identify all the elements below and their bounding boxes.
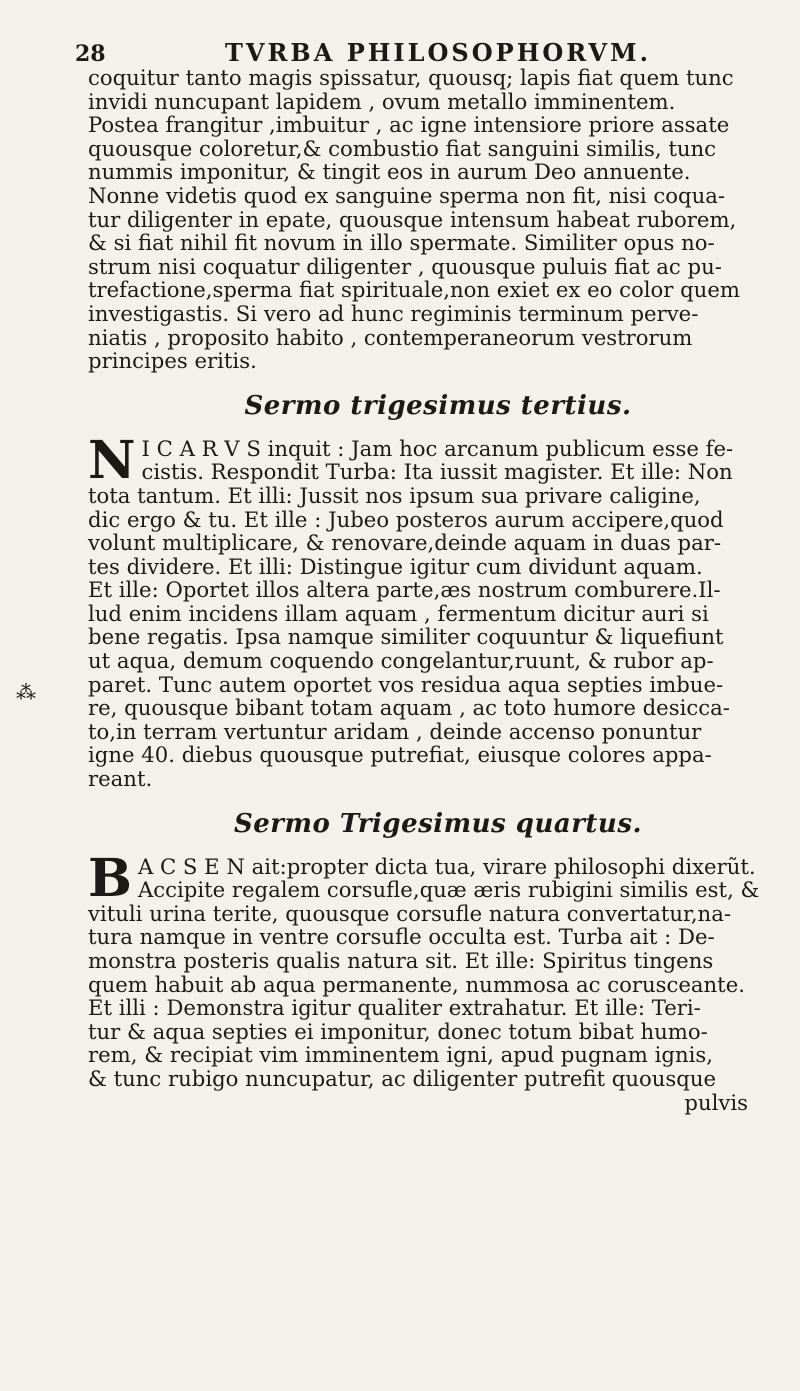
text-line: tota tantum. Et illi: Jussit nos ipsum sua privare caligine, [88,482,701,508]
drop-cap: B [88,847,132,909]
page-header [75,38,740,68]
text-line: strum nisi coquatur diligenter , quousque puluis fiat ac pu- [88,253,722,279]
running-head: TVRBA PHILOSOPHORVM. [225,38,651,67]
continuation-paragraph [88,66,788,373]
text-line: quousque coloretur,& combustio fiat sanguini similis, tunc [88,135,717,161]
text-line: trefactione,sperma fiat spirituale,non exiet ex eo color quem [88,277,740,303]
text-line: I C A R V S inquit : Jam hoc arcanum publicum esse fe- [141,435,734,461]
text-line: A C S E N ait:propter dicta tua, virare philosophi dixerũt. [137,853,756,879]
text-line: Accipite regalem corsufle,quæ æris rubigini similis est, & [137,877,760,903]
text-line: Et ille: Oportet illos altera parte,æs nostrum comburere.Il- [88,577,721,603]
text-line: paret. Tunc autem oportet vos residua aqua septies imbue- [88,671,724,697]
catchword: pulvis [684,1089,748,1115]
text-line: tur & aqua septies ei imponitur, donec totum bibat humo- [88,1018,708,1044]
margin-mark: ⁂ [16,680,36,704]
text-line: volunt multiplicare, & renovare,deinde aquam in duas par- [88,530,722,556]
text-line: niatis , proposito habito , contemperaneorum vestrorum [88,324,693,350]
text-line: bene regatis. Ipsa namque similiter coquuntur & liquefiunt [88,624,724,650]
section-heading: Sermo Trigesimus quartus. [233,808,643,839]
text-line: vituli urina terite, quousque corsufle natura convertatur,na- [88,900,731,926]
text-line: Nonne videtis quod ex sanguine sperma non fit, nisi coqua- [88,182,726,208]
text-line: Et illi : Demonstra igitur qualiter extrahatur. Et ille: Teri- [88,995,701,1021]
text-line: reant. [88,766,153,792]
text-line: investigastis. Si vero ad hunc regiminis terminum perve- [88,300,699,326]
text-line: dic ergo & tu. Et ille : Jubeo posteros aurum accipere,quod [88,506,724,532]
section-paragraph [88,429,788,792]
page-number: 28 [75,41,106,67]
text-line: cistis. Respondit Turba: Ita iussit magister. Et ille: Non [141,459,733,485]
text-line: lud enim incidens illam aquam , fermentum dicitur auri si [88,600,709,626]
text-line: tura namque in ventre corsufle occulta est. Turba ait : De- [88,924,715,950]
text-line: monstra posteris qualis natura sit. Et ille: Spiritus tingens [88,948,714,973]
text-line: quem habuit ab aqua permanente, nummosa ac corusceante. [88,971,745,997]
body-text [88,66,788,1114]
text-line: coquitur tanto magis spissatur, quousq; lapis fiat quem tunc [88,65,734,90]
text-line: rem, & recipiat vim imminentem igni, apud pugnam ignis, [88,1042,713,1068]
text-line: nummis imponitur, & tingit eos in aurum Deo annuente. [88,159,691,185]
text-line: & si fiat nihil fit novum in illo spermate. Similiter opus no- [88,230,715,256]
section-paragraph [88,847,788,1115]
text-line: igne 40. diebus quousque putrefiat, eiusque colores appa- [88,742,712,768]
text-line: to,in terram vertuntur aridam , deinde accenso ponuntur [88,718,702,744]
text-line: principes eritis. [88,348,257,374]
section-heading: Sermo trigesimus tertius. [244,390,632,421]
text-line: tur diligenter in epate, quousque intensum habeat ruborem, [88,206,737,232]
text-line: tes dividere. Et illi: Distingue igitur cum dividunt aquam. [88,553,703,579]
text-line: & tunc rubigo nuncupatur, ac diligenter putrefit quousque [88,1065,717,1091]
text-line: ut aqua, demum coquendo congelantur,ruunt, & rubor ap- [88,648,714,674]
drop-cap: N [88,429,136,491]
text-line: invidi nuncupant lapidem , ovum metallo imminentem. [88,88,676,114]
text-line: Postea frangitur ,imbuitur , ac igne intensiore priore assate [88,112,730,138]
text-line: re, quousque bibant totam aquam , ac toto humore desicca- [88,695,730,721]
